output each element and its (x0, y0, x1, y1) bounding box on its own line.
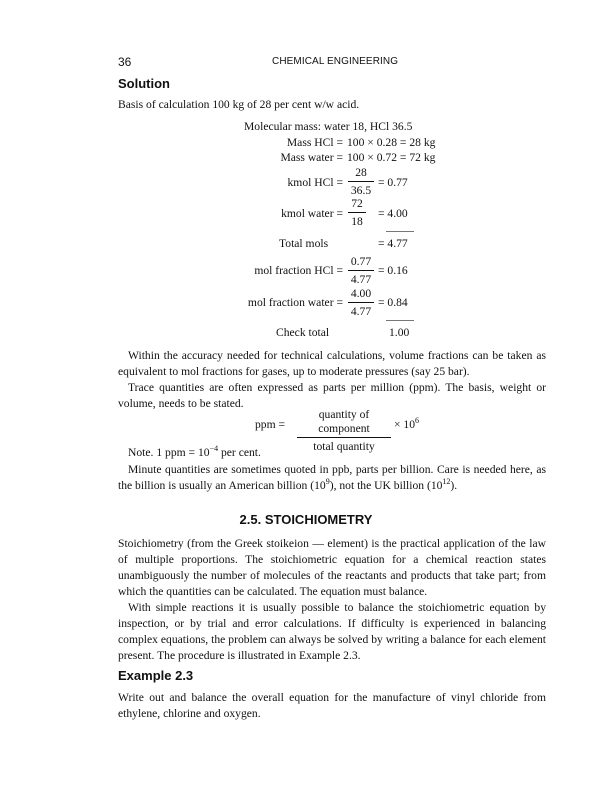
ppm-note: Note. 1 ppm = $10^{-4}$ per cent. (128, 444, 261, 459)
stoichiometry-paragraphs (118, 536, 546, 664)
kmol-water-denominator: 18 (351, 215, 363, 228)
molecular-mass-line: Molecular mass: water 18, HCl 36.5 (244, 120, 413, 133)
billion-paragraph: Minute quantities are sometimes quoted in ppb, parts per billion. Care is needed here, as the billion is usually an American billion $(10^9)$, not the UK billion $(10^{12})$. (118, 463, 546, 492)
fraction-bar (348, 302, 374, 303)
ppm-fraction (297, 408, 391, 454)
basis-line: Basis of calculation 100 kg of 28 per cent w/w acid. (118, 98, 360, 111)
molfrac-hcl-result: = 0.16 (378, 264, 408, 277)
running-title: CHEMICAL ENGINEERING (272, 56, 399, 67)
section-title: 2.5. STOICHIOMETRY (239, 512, 373, 527)
ppm-numerator: quantity of component (318, 408, 370, 435)
molfrac-hcl-fraction (348, 255, 374, 287)
kmol-hcl-denominator: 36.5 (350, 184, 372, 197)
ppm-label: ppm = (255, 418, 286, 431)
fraction-bar (348, 212, 366, 213)
example-heading: Example 2.3 (118, 668, 194, 683)
page-number: 36 (118, 55, 132, 69)
kmol-water-numerator: 72 (351, 197, 363, 210)
fraction-bar (348, 270, 374, 271)
molfrac-hcl-numerator: 0.77 (350, 255, 372, 268)
ppm-denominator: total quantity (313, 440, 375, 453)
stoichiometry-paragraph-2: With simple reactions it is usually possible to balance the stoichiometric equation by inspection, or by trial and error calculations. If difficulty is experienced in balancing complex equations, the problem can always be solved by writing a balance for each element present. The procedure is illustrated in Example 2.3. (118, 601, 546, 662)
fraction-bar (297, 437, 391, 438)
kmol-hcl-numerator: 28 (355, 166, 367, 179)
kmol-water-result: = 4.00 (378, 207, 408, 220)
check-total-label: Check total (276, 326, 330, 339)
stoichiometry-paragraph-1: Stoichiometry (from the Greek stoikeion — element) is the practical application of the law of multiple proportions. The stoichiometric equation for a chemical reaction states unambiguously the number of molecules of the reactants and products that take part; from which the quantities can be calculated. The equation must balance. (118, 537, 546, 598)
total-mols-value: = 4.77 (378, 237, 408, 250)
total-mols-label: Total mols (279, 237, 329, 250)
solution-heading: Solution (118, 76, 170, 91)
ppm-multiplier: × $10^6$ (394, 416, 420, 431)
kmol-hcl-result: = 0.77 (378, 176, 408, 189)
molfrac-hcl-denominator: 4.77 (350, 273, 372, 286)
molfrac-water-label: mol fraction water = (247, 296, 343, 309)
accuracy-paragraphs (118, 348, 546, 412)
check-rule (386, 320, 414, 321)
example-text-wrap (118, 690, 546, 722)
mass-water-value: 100 × 0.72 = 72 kg (347, 151, 436, 164)
check-total-value: 1.00 (389, 326, 410, 339)
example-text: Write out and balance the overall equation for the manufacture of vinyl chloride from ethylene, chlorine and oxygen. (118, 691, 546, 720)
molfrac-water-fraction (348, 287, 374, 319)
molfrac-water-denominator: 4.77 (350, 305, 372, 318)
billion-paragraph-wrap (118, 462, 546, 494)
kmol-hcl-label: kmol HCl = (287, 176, 343, 189)
molfrac-water-numerator: 4.00 (350, 287, 372, 300)
sum-rule (386, 231, 414, 232)
mass-hcl-value: 100 × 0.28 = 28 kg (347, 136, 436, 149)
kmol-water-label: kmol water = (281, 207, 343, 220)
fraction-bar (348, 181, 374, 182)
molfrac-hcl-label: mol fraction HCl = (254, 264, 343, 277)
mass-hcl-label: Mass HCl = (286, 136, 343, 149)
molfrac-water-result: = 0.84 (378, 296, 408, 309)
trace-paragraph: Trace quantities are often expressed as parts per million (ppm). The basis, weight or volume, needs to be stated. (118, 381, 546, 410)
mass-water-label: Mass water = (280, 151, 343, 164)
kmol-water-fraction (348, 197, 366, 229)
accuracy-paragraph: Within the accuracy needed for technical calculations, volume fractions can be taken as equivalent to mol fractions for gases, up to moderate pressures (say 25 bar). (118, 349, 546, 378)
kmol-hcl-fraction (348, 166, 374, 198)
